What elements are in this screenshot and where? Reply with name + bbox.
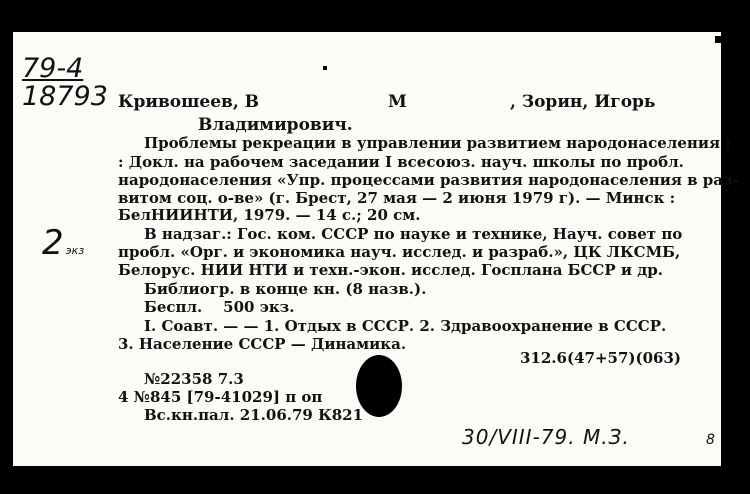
body-line: I. Соавт. — — 1. Отдых в СССР. 2. Здравоохранение в СССР. <box>144 317 667 335</box>
shelfmark-line2: 18793 <box>22 81 108 112</box>
author-1: Кривошеев, В <box>118 92 260 112</box>
author-2: , Зорин, Игорь <box>510 92 656 112</box>
body-line: пробл. «Орг. и экономика науч. исслед. и разраб.», ЦК ЛКСМБ, <box>118 243 681 261</box>
record-line: №22358 7.3 <box>144 370 244 388</box>
body-line: В надзаг.: Гос. ком. СССР по науке и технике, Науч. совет по <box>144 225 683 243</box>
copies-note <box>42 223 84 263</box>
body-line: витом соц. о-ве» (г. Брест, 27 мая — 2 июня 1979 г). — Минск : <box>118 189 676 207</box>
speck <box>323 66 327 70</box>
author-1-middle-initial: М <box>388 92 407 112</box>
body-line: Проблемы рекреации в управлении развитием народонаселения : <box>144 134 731 152</box>
speck <box>715 36 721 43</box>
classification-index: 312.6(47+57)(063) <box>520 349 681 367</box>
shelfmark <box>22 55 108 111</box>
body-line: Библиогр. в конце кн. (8 назв.). <box>144 280 427 298</box>
body-line: Беспл. 500 экз. <box>144 298 295 316</box>
author-2-continued: Владимирович. <box>198 115 353 135</box>
body-line: : Докл. на рабочем заседании I всесоюз. науч. школы по пробл. <box>118 153 684 171</box>
copies-suffix: экз <box>65 244 85 257</box>
ink-blot <box>356 355 402 417</box>
record-line: 4 №845 [79-41029] п оп <box>118 388 323 406</box>
body-line: народонаселения «Упр. процессами развития народонаселения в раз- <box>118 171 739 189</box>
body-line: БелНИИНТИ, 1979. — 14 с.; 20 см. <box>118 206 421 224</box>
speck <box>724 452 729 457</box>
copies-number: 2 <box>42 223 64 263</box>
body-line: Белорус. НИИ НТИ и техн.-экон. исслед. Госплана БССР и др. <box>118 261 663 279</box>
corner-mark: 8 <box>706 432 715 448</box>
handwritten-signature: 30/VIII-79. М.З. <box>462 425 630 449</box>
body-line: 3. Население СССР — Динамика. <box>118 335 407 353</box>
record-line: Вс.кн.пал. 21.06.79 К821 <box>144 406 364 424</box>
shelfmark-line1: 79-4 <box>22 53 84 84</box>
